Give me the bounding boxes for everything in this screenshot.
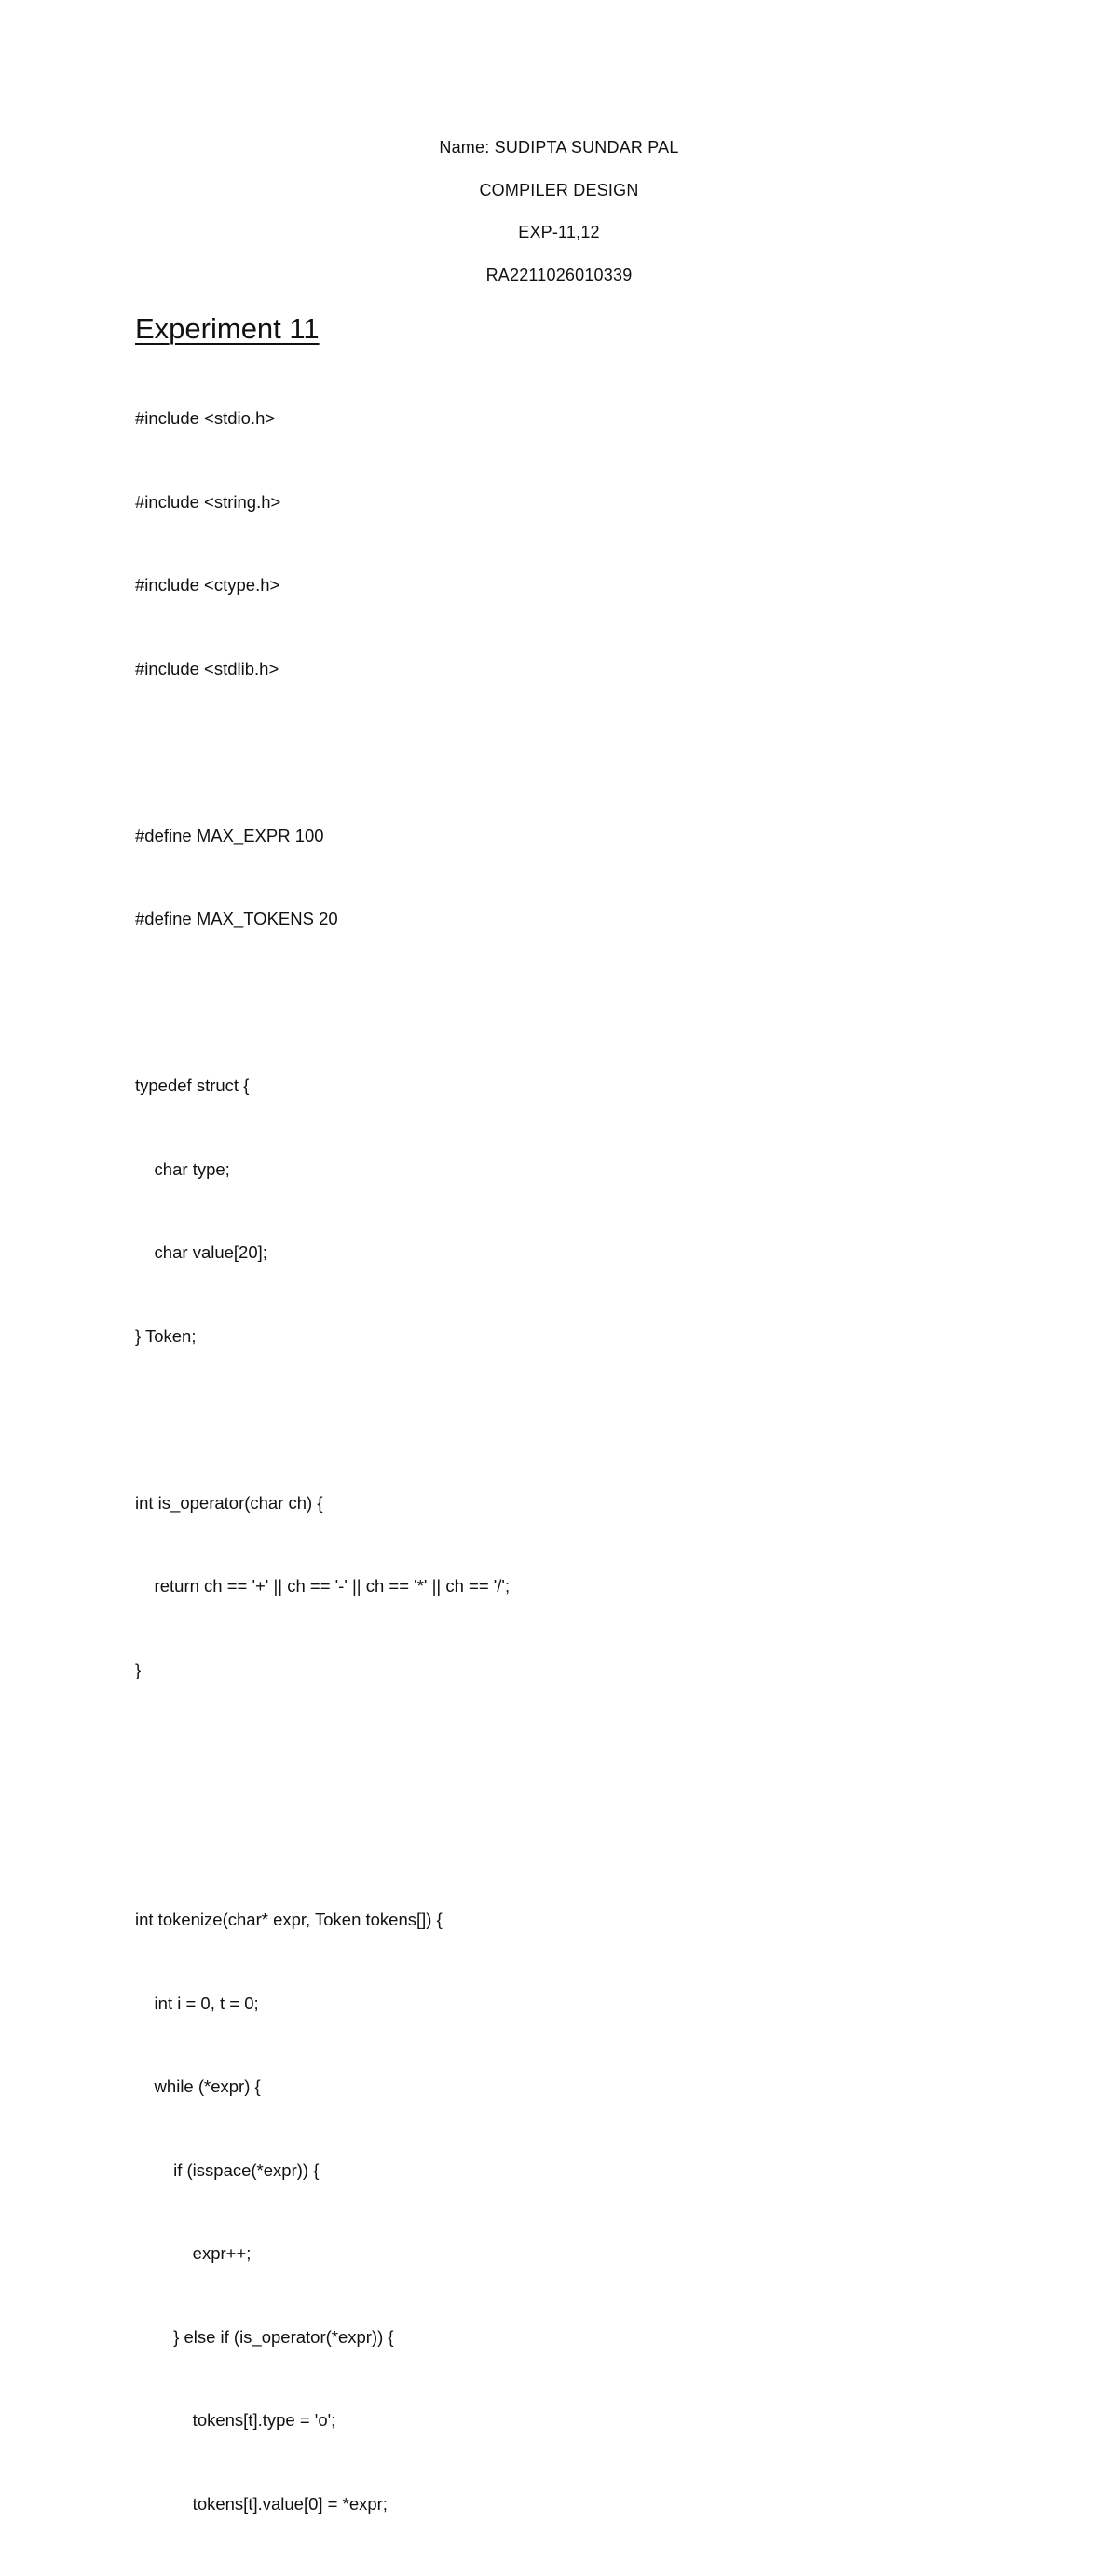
code-line: tokens[t].type = 'o'; — [135, 2410, 336, 2430]
code-line — [135, 1408, 510, 1451]
code-line: int is_operator(char ch) { — [135, 1492, 323, 1513]
code-line: #include <stdio.h> — [135, 408, 276, 428]
student-name: Name: SUDIPTA SUNDAR PAL — [439, 138, 679, 157]
code-line: tokens[t].value[0] = *expr; — [135, 2493, 388, 2514]
experiment-number: EXP-11,12 — [518, 223, 600, 241]
registration-number: RA2211026010339 — [485, 265, 633, 284]
code-line: #define MAX_EXPR 100 — [135, 825, 324, 845]
code-line — [135, 1742, 510, 1785]
code-line: return ch == '+' || ch == '-' || ch == '*' || ch == '/'; — [135, 1576, 511, 1596]
document-header — [0, 137, 1118, 307]
code-line: int tokenize(char* expr, Token tokens[]) { — [135, 1910, 443, 1929]
code-line: expr++; — [135, 2243, 252, 2263]
code-line: } — [135, 1659, 142, 1679]
code-listing — [135, 366, 510, 2576]
code-line — [135, 741, 510, 784]
code-line: typedef struct { — [135, 1076, 250, 1095]
code-line: while (*expr) { — [135, 2076, 261, 2096]
code-line — [135, 992, 510, 1035]
code-line: } Token; — [135, 1325, 197, 1346]
code-line: char value[20]; — [135, 1242, 267, 1262]
subject-title: COMPILER DESIGN — [479, 180, 639, 199]
code-line: #include <stdlib.h> — [135, 658, 280, 678]
section-title: Experiment 11 — [135, 312, 320, 345]
code-line: #include <string.h> — [135, 491, 281, 512]
code-line: int i = 0, t = 0; — [135, 1993, 259, 2013]
code-line: if (isspace(*expr)) { — [135, 2159, 320, 2180]
code-line: #include <ctype.h> — [135, 575, 280, 595]
code-line: char type; — [135, 1158, 230, 1179]
code-line — [135, 1826, 510, 1869]
code-line: #define MAX_TOKENS 20 — [135, 909, 338, 928]
code-line: } else if (is_operator(*expr)) { — [135, 2326, 394, 2347]
